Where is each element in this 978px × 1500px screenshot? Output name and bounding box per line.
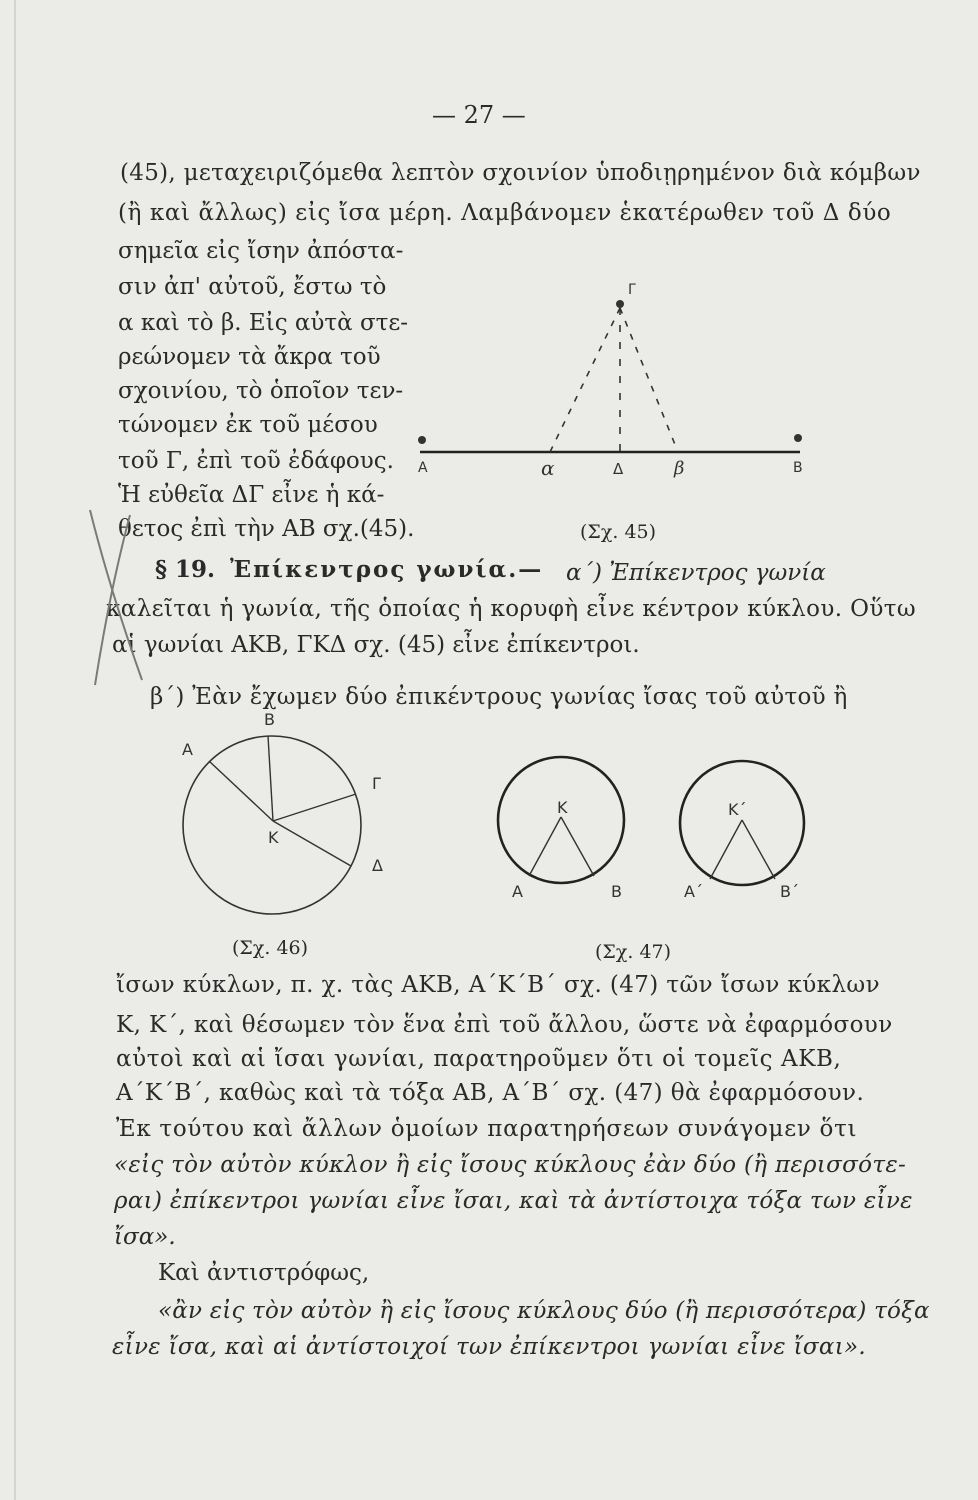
para1-line-1: (45), μεταχειριζόμεθα λεπτὸν σχοινίον ὑποδιῃρημένον διὰ κόμβων (120, 160, 921, 186)
para1-line-5: α καὶ τὸ β. Εἰς αὐτὰ στε- (118, 310, 409, 336)
para2-line-1: ἴσων κύκλων, π. χ. τὰς ΑΚΒ, Α΄Κ΄Β΄ σχ. (47) τῶν ἴσων κύκλων (116, 972, 880, 998)
para1-line-8: τώνομεν ἐκ τοῦ μέσου (118, 412, 378, 438)
fig46-label-D: Δ (372, 856, 383, 875)
fig46-radius-KA (209, 761, 273, 821)
section19-point-b: β΄) Ἐὰν ἔχωμεν δύο ἐπικέντρους γωνίας ἴσας τοῦ αὐτοῦ ἢ (150, 684, 848, 710)
fig47-circle-left (498, 757, 624, 883)
fig47-circle-right (680, 761, 804, 885)
fig47-caption: (Σχ. 47) (595, 941, 672, 963)
para2-line-2: Κ, Κ΄, καὶ θέσωμεν τὸν ἕνα ἐπὶ τοῦ ἄλλου, ὥστε νὰ ἐφαρμόσουν (116, 1012, 893, 1038)
fig46-caption: (Σχ. 46) (232, 937, 309, 959)
fig45-left-dashed (550, 308, 620, 452)
conversely-line: Καὶ ἀντιστρόφως, (158, 1260, 370, 1286)
fig45-label-alpha: α (541, 456, 555, 480)
para1-line-4: σιν ἀπ' αὐτοῦ, ἔστω τὸ (118, 274, 387, 300)
fig45-peg-left (418, 436, 426, 444)
page-number: — 27 — (432, 101, 526, 129)
para1-line-6: ρεώνομεν τὰ ἄκρα τοῦ (118, 344, 381, 370)
fig46-circle (183, 736, 361, 914)
fig46-radius-KD (273, 821, 351, 866)
fig47-label-K2: Κ΄ (728, 800, 747, 819)
figure-47 (490, 752, 850, 892)
fig46-label-A: Α (182, 740, 193, 759)
fig45-peg-right (794, 434, 802, 442)
fig46-label-G: Γ (372, 774, 381, 793)
fig46-label-K: Κ (268, 828, 279, 847)
page-edge (14, 0, 16, 1500)
quote1-line-3: ἴσα». (114, 1224, 176, 1250)
figure-46 (176, 726, 376, 926)
fig46-radius-KG (273, 794, 356, 821)
quote1-line-2: ραι) ἐπίκεντροι γωνίαι εἶνε ἴσαι, καὶ τὰ ἀντίστοιχα τόξα των εἶνε (114, 1188, 913, 1214)
fig47-left-KA (529, 817, 561, 876)
fig45-right-dashed (620, 308, 678, 452)
para1-line-11: θετος ἐπὶ τὴν ΑΒ σχ.(45). (118, 516, 415, 542)
fig47-label-A2: Α΄ (684, 882, 703, 901)
quote2-line-1: «ἂν εἰς τὸν αὐτὸν ἢ εἰς ἴσους κύκλους δύο (ἢ περισσότερα) τόξα (158, 1298, 930, 1324)
para2-line-3: αὐτοὶ καὶ αἱ ἴσαι γωνίαι, παρατηροῦμεν ὅτι οἱ τομεῖς ΑΚΒ, (116, 1046, 842, 1072)
fig45-label-delta: Δ (613, 460, 624, 478)
fig47-right-KB (742, 820, 775, 879)
pencil-x-mark (70, 500, 160, 700)
fig46-label-B: Β (264, 710, 275, 729)
fig47-label-B: Β (611, 882, 622, 901)
section19-line-1: καλεῖται ἡ γωνία, τῆς ὁποίας ἡ κορυφὴ εἶνε κέντρον κύκλου. Οὕτω (106, 596, 917, 622)
fig45-label-beta: β (674, 458, 685, 479)
para1-line-10: Ἡ εὐθεῖα ΔΓ εἶνε ἡ κά- (118, 482, 385, 508)
para1-line-7: σχοινίου, τὸ ὁποῖον τεν- (118, 378, 404, 404)
quote2-line-2: εἶνε ἴσα, καὶ αἱ ἀντίστοιχοί των ἐπίκεντροι γωνίαι εἶνε ἴσαι». (112, 1334, 867, 1360)
fig45-caption: (Σχ. 45) (580, 521, 657, 543)
para1-line-2: (ἢ καὶ ἄλλως) εἰς ἴσα μέρη. Λαμβάνομεν ἑκατέρωθεν τοῦ Δ δύο (118, 200, 892, 226)
para1-line-9: τοῦ Γ, ἐπὶ τοῦ ἐδάφους. (118, 448, 394, 474)
section19-line-2: αἱ γωνίαι ΑΚΒ, ΓΚΔ σχ. (45) εἶνε ἐπίκεντροι. (112, 632, 640, 658)
section19-point-a: α΄) Ἐπίκεντρος γωνία (566, 560, 826, 586)
para1-line-3: σημεῖα εἰς ἴσην ἀπόστα- (118, 238, 404, 264)
para2-line-4: Α΄Κ΄Β΄, καθὼς καὶ τὰ τόξα ΑΒ, Α΄Β΄ σχ. (47) θὰ ἐφαρμόσουν. (116, 1080, 865, 1106)
fig45-label-left: Α (418, 460, 428, 476)
section19-number: § 19. (155, 556, 216, 583)
fig47-label-B2: Β΄ (780, 882, 799, 901)
fig45-label-right: Β (793, 460, 803, 476)
section19-title: Ἐπίκεντρος γωνία.— (230, 556, 544, 583)
fig47-right-KA (710, 820, 742, 879)
fig45-label-top: Γ (628, 282, 636, 298)
quote1-line-1: «εἰς τὸν αὐτὸν κύκλον ἢ εἰς ἴσους κύκλους ἐὰν δύο (ἢ περισσότε- (114, 1152, 907, 1178)
fig47-left-KB (561, 817, 594, 876)
fig46-radius-KB (268, 736, 273, 821)
fig47-label-A: Α (512, 882, 523, 901)
fig45-peg-top (616, 300, 624, 308)
para2-line-5: Ἐκ τούτου καὶ ἄλλων ὁμοίων παρατηρήσεων συνάγομεν ὅτι (116, 1116, 858, 1142)
fig47-label-K: Κ (557, 798, 568, 817)
